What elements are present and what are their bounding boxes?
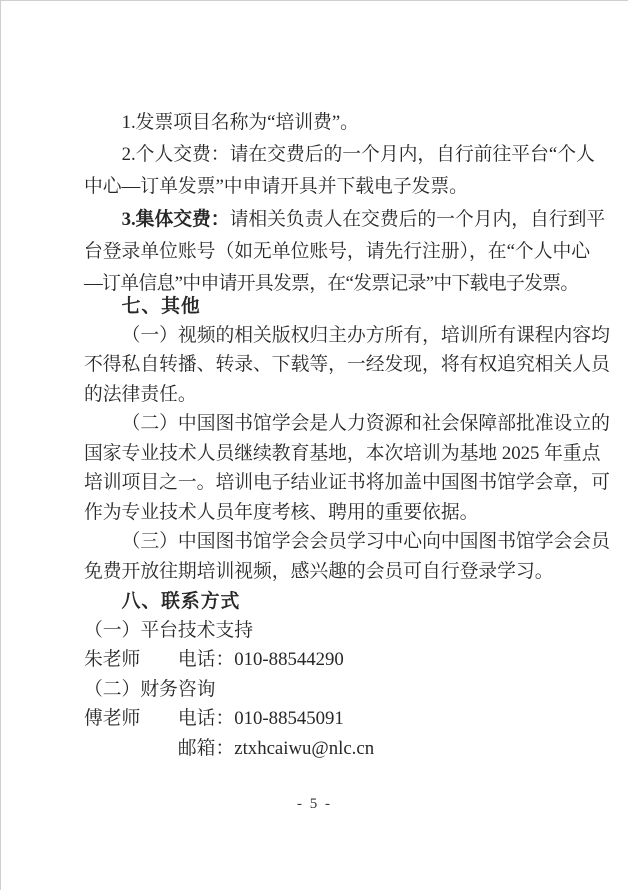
section-8-heading-text: 八、联系方式 [121, 590, 241, 611]
copyright-note-line-3 [84, 380, 624, 410]
finance-email-text: 邮箱：ztxhcaiwu@nlc.cn [84, 737, 375, 759]
certificate-note-line-4-text: 作为专业技术人员年度考核、聘用的重要依据。 [84, 501, 479, 523]
group-payment-line-2 [84, 236, 624, 268]
copyright-note-line-1 [84, 321, 624, 351]
copyright-note-line-2-text: 不得私自转播、转录、下载等，一经发现，将有权追究相关人员 [84, 354, 610, 375]
certificate-note-line-2-text: 国家专业技术人员继续教育基地，本次培训为基地 2025 年重点 [84, 442, 601, 464]
other-and-contact-section [84, 291, 624, 763]
member-note-line-1 [84, 527, 624, 557]
group-payment-line-2-text: 台登录单位账号（如无单位账号，请先行注册），在“个人中心 [84, 240, 591, 262]
group-payment-line-1 [84, 204, 624, 236]
member-note-line-2 [84, 557, 624, 587]
certificate-note-line-1 [84, 409, 624, 439]
personal-payment-line-1 [84, 139, 624, 171]
certificate-note-line-2 [84, 439, 624, 469]
member-note-line-1-text: （三）中国图书馆学会会员学习中心向中国图书馆学会会员 [121, 531, 610, 552]
section-8-heading [84, 586, 624, 616]
finance-heading-text: （二）财务咨询 [84, 678, 216, 700]
invoice-item-line [84, 107, 624, 139]
finance-phone-text: 傅老师 电话：010-88545091 [84, 708, 344, 729]
copyright-note-line-2 [84, 350, 624, 380]
group-payment-line-3-text: —订单信息”中申请开具发票，在“发票记录”中下载电子发票。 [84, 272, 579, 294]
certificate-note-line-3-text: 培训项目之一。培训电子结业证书将加盖中国图书馆学会章，可 [84, 472, 610, 493]
copyright-note-line-1-text: （一）视频的相关版权归主办方所有，培训所有课程内容均 [121, 324, 610, 346]
tech-support-phone-text: 朱老师 电话：010-88544290 [84, 649, 344, 670]
group-payment-line-1-text: 请相关负责人在交费后的一个月内，自行到平 [229, 208, 606, 230]
payment-instructions-section [84, 107, 624, 300]
section-7-heading-text: 七、其他 [121, 295, 201, 316]
certificate-note-line-1-text: （二）中国图书馆学会是人力资源和社会保障部批准设立的 [121, 413, 610, 434]
personal-payment-line-2 [84, 171, 624, 203]
copyright-note-line-3-text: 的法律责任。 [84, 383, 197, 405]
tech-support-heading-text: （一）平台技术支持 [84, 619, 254, 641]
tech-support-heading [84, 616, 624, 646]
finance-phone [84, 704, 624, 734]
invoice-item-line-text: 1.发票项目名称为“培训费”。 [121, 112, 359, 133]
member-note-line-2-text: 免费开放往期培训视频，感兴趣的会员可自行登录学习。 [84, 560, 554, 582]
personal-payment-line-2-text: 中心—订单发票”中申请开具并下载电子发票。 [84, 176, 468, 198]
personal-payment-line-1-text: 2.个人交费：请在交费后的一个月内，自行前往平台“个人 [121, 144, 595, 166]
finance-email [84, 734, 624, 764]
certificate-note-line-3 [84, 468, 624, 498]
group-payment-line-1-text: 3.集体交费： [121, 208, 230, 230]
tech-support-phone [84, 645, 624, 675]
certificate-note-line-4 [84, 498, 624, 528]
finance-heading [84, 675, 624, 705]
page-number: - 5 - [297, 796, 332, 812]
section-7-heading [84, 291, 624, 321]
